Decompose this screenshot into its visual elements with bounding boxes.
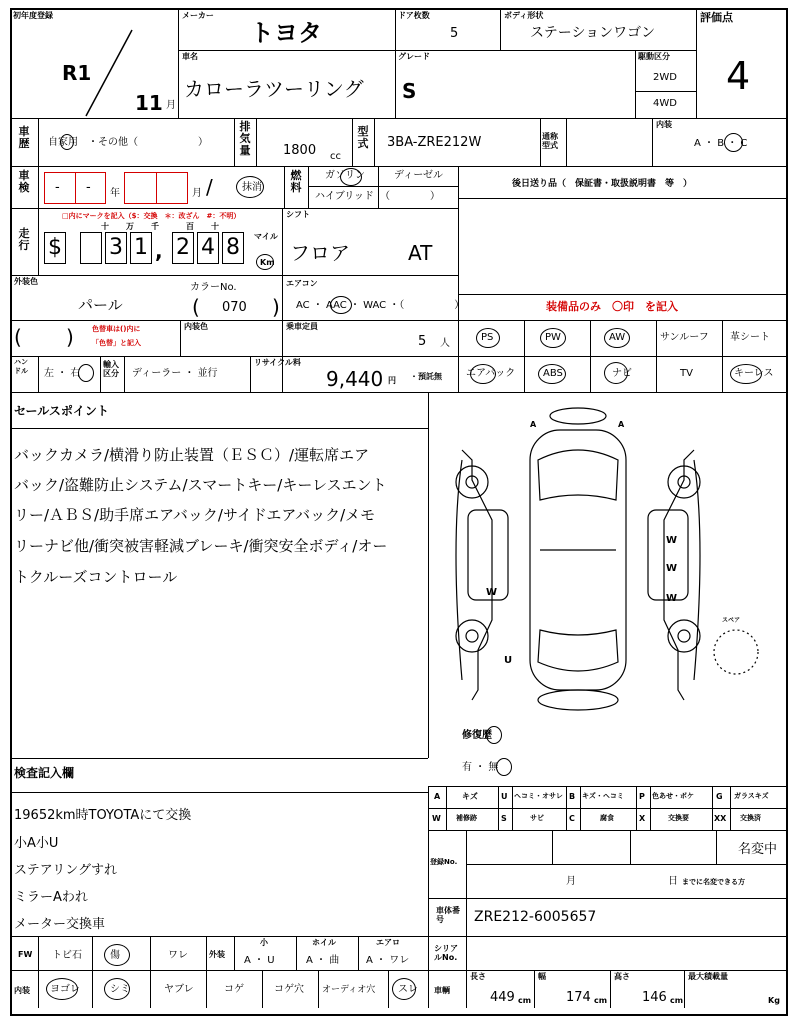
equip-aw-circle [604,328,630,348]
import-value: ディーラー ・ 並行 [132,368,218,379]
serial-label: シリアルNo. [434,944,458,962]
recycle-value: 9,440 [326,367,384,391]
equip-keyless: キーレス [734,368,774,379]
regno-note: までに名変できる方 [682,878,745,886]
docs-label: 後日送り品（ 保証書・取扱説明書 等 ） [512,179,693,189]
drive-2wd: 2WD [653,72,677,83]
length-unit: cm [518,996,532,1005]
diagram-mark-u: U [504,655,513,666]
sales-line-3: リー/ＡＢＳ/助手席エアバック/サイドエアバック/メモ [14,506,376,524]
mileage-digit-2: 3 [105,232,127,264]
int-item-audio-hole: オーディオ穴 [322,985,376,995]
regno-day: 日 [668,876,678,887]
inspection-dash-2: - [86,180,91,195]
color-no: 070 [222,300,247,315]
history-value: 自家用 ・その他（ ） [48,137,208,148]
check-line-1: 19652km時TOYOTAにて交換 [14,808,192,823]
inspection-slash: / [206,175,213,199]
fuel-label: 燃料 [290,169,302,194]
import-label: 輸入区分 [103,360,119,378]
doors: 5 [450,26,459,41]
wheel-label: ホイル [312,938,336,947]
legend-c-code: C [569,814,575,823]
diagram-mark-w4: W [666,593,678,604]
handle-circle [78,364,94,382]
int-item-burn: コゲ [224,984,244,995]
mileage-digit-1 [80,232,102,264]
diagram-mark-a2: A [618,420,625,429]
color-change-paren-open: ( [14,325,22,349]
mileage-digit-4: 2 [172,232,194,264]
equip-pw: PW [545,332,561,343]
capacity-label: 乗車定員 [286,322,318,331]
legend-x-code: X [639,814,646,823]
recycle-deposit: ・預託無 [410,372,442,381]
int-rub-circle [392,978,416,1000]
int-item-burn-hole: コゲ穴 [274,984,304,995]
length-label: 長さ [470,972,486,981]
int-stain-circle [104,978,130,1000]
regno-month: 月 [566,876,576,887]
shift-type: AT [408,241,433,265]
legend-b-code: B [569,792,576,801]
capacity-unit: 人 [440,338,450,349]
sales-label: セールスポイント [14,404,109,418]
equip-abs-circle [538,364,566,384]
repair-value-circle [496,758,512,776]
legend-p-code: P [639,792,645,801]
fw-item-scratch: 傷 [110,950,120,961]
fuel-gasoline: ガソリン [325,170,365,181]
equip-sunroof: サンルーフ [660,332,709,343]
unit-ten-thousand: 万 [126,222,134,231]
score-label: 評価点 [700,11,733,24]
check-line-3: ステアリングすれ [14,863,117,878]
handle-label: ハンドル [14,358,28,375]
equip-navi: ナビ [612,368,632,379]
equipment-title: 装備品のみ 〇印 を記入 [546,300,678,313]
unit-hundred: 百 [186,222,194,231]
mileage-comma: , [155,239,163,263]
handle-value: 左 ・ 右 [44,368,81,379]
displacement-label: 排気量 [239,120,251,157]
load-label: 最大積載量 [688,972,728,981]
legend-xx-text: 交換済 [740,814,761,822]
legend-s-code: S [501,814,507,823]
width-unit: cm [594,996,608,1005]
unit-ten-thousand-ten: 十 [101,222,109,231]
body-label: ボディ形状 [504,11,544,20]
first-reg-era: R1 [62,61,92,85]
legend-g-code: G [716,792,723,801]
fw-item-crack: ワレ [168,950,188,961]
equip-leather: 革シート [730,332,770,343]
regno-name-change: 名変中 [738,842,778,857]
fuel-other: （ ） [380,191,440,202]
aircon-circle [330,296,352,314]
diagram-mark-a1: A [530,420,537,429]
legend-u-code: U [501,792,508,801]
history-circle [60,134,74,150]
interior-color-label: 内装色 [184,322,208,331]
mileage-mark: $ [44,232,66,264]
legend-p-text: 色あせ・ボケ [652,792,694,800]
maker: トヨタ [250,19,322,47]
load-unit: Kg [768,996,780,1005]
doors-label: ドア枚数 [398,11,430,20]
legend-x-text: 交換要 [668,814,689,822]
capacity-value: 5 [418,334,427,349]
interior-grade: A ・ B ・ C [694,138,748,149]
chassis-number: ZRE212-6005657 [474,909,597,925]
wheel-value: A ・ 曲 [306,955,340,966]
legend-a-text: キズ [462,792,478,801]
color-no-paren-open: ( [192,295,200,319]
common-type-label: 通称型式 [542,132,558,150]
color-change-note-2: 「色替」と記入 [92,339,141,347]
check-line-4: ミラーAわれ [14,890,88,905]
fuel-gasoline-circle [340,168,362,186]
equip-aw: AW [609,332,626,343]
displacement: 1800 [283,143,317,158]
sales-line-4: リーナビ他/衝突被害軽減ブレーキ/衝突安全ボディ/オー [14,537,388,555]
fw-item-chip: トビ石 [52,950,82,961]
color-no-paren-close: ) [272,295,280,319]
model-label: 車名 [182,52,198,61]
sales-line-2: バック/盗難防止システム/スマートキー/キーレスエント [14,476,387,494]
color-change-paren-close: ) [66,325,74,349]
inspection-state: 抹消 [242,182,262,193]
int-dirt-circle [46,978,78,1000]
color-label: 外装色 [14,277,38,286]
fuel-hybrid: ハイブリッド [315,191,374,202]
unit-thousand: 千 [151,222,159,231]
mileage-label: 走行 [18,227,30,252]
equip-pw-circle [540,328,566,348]
legend-c-text: 腐食 [600,814,614,822]
type-value: 3BA-ZRE212W [387,135,482,150]
equip-airbag-circle [470,364,496,384]
inspection-month-unit: 月 [192,188,202,199]
diagram-mark-w3: W [486,587,498,598]
aero-label: エアロ [376,938,400,947]
spare-label: スペア [722,617,741,624]
type-label: 型式 [357,125,369,150]
legend-g-text: ガラスキズ [734,792,769,800]
first-reg-label: 初年度登録 [13,11,53,20]
height-value: 146 [642,990,667,1005]
legend-w-code: W [432,814,441,823]
equip-ps: PS [481,332,494,343]
grade-label: グレード [398,52,430,61]
color-no-label: カラーNo. [190,282,237,293]
drive-label: 駆動区分 [638,52,670,61]
color-value: パール [78,296,123,314]
equip-keyless-circle [730,364,762,384]
equip-airbag: エアバック [466,368,516,379]
height-label: 高さ [614,972,630,981]
fw-scratch-circle [104,944,130,966]
interior-grade-circle [724,133,743,152]
inspection-state-circle [236,176,264,198]
mileage-unit-km: Km [260,258,275,267]
equip-abs: ABS [543,368,563,379]
model-name: カローラツーリング [184,77,364,101]
repair-value: 有 ・ 無 [462,762,499,773]
mileage-unit-mile: マイル [254,232,278,241]
size-label: 車輌 [434,986,450,995]
sales-line-5: トクルーズコントロール [14,568,178,586]
first-reg-month-unit: 月 [166,100,176,111]
interior-label: 内装 [656,120,672,129]
legend-s-text: サビ [530,814,544,822]
first-reg-month: 11 [135,91,163,115]
height-unit: cm [670,996,684,1005]
inspection-label: 車検 [18,169,30,194]
repair-label-circle [486,726,502,744]
mileage-digit-6: 8 [222,232,244,264]
inspection-dash-1: - [55,180,60,195]
chassis-label: 車体番号 [436,906,460,924]
grade: S [402,79,417,103]
equip-tv: TV [680,368,693,379]
legend-b-text: キズ・ヘコミ [582,792,624,800]
int-label: 内装 [14,986,30,995]
color-change-note-1: 色替車は()内に [92,325,141,333]
length-value: 449 [490,990,515,1005]
fuel-diesel: ディーゼル [394,170,443,181]
repair-label: 修復歴 [462,730,492,741]
check-label: 検査記入欄 [14,766,75,780]
score: 4 [726,54,751,98]
sales-line-1: バックカメラ/横滑り防止装置（ＥＳＣ）/運転席エア [14,446,370,464]
body-type: ステーションワゴン [530,25,656,41]
legend-a-code: A [434,792,441,801]
diagram-mark-w2: W [666,563,678,574]
aero-value: A ・ ワレ [366,955,410,966]
mileage-digit-5: 4 [197,232,219,264]
legend-w-text: 補修跡 [456,814,477,822]
aircon-value: AC ・ AAC ・ WAC ・（ ） [296,300,465,311]
maker-label: メーカー [182,11,214,20]
car-diagram [432,400,784,722]
unit-ten: 十 [211,222,219,231]
history-label: 車歴 [18,125,30,150]
diagram-mark-w1: W [666,535,678,546]
mileage-note: □内にマークを記入（$：交換 ＊：改ざん #：不明） [62,212,241,220]
displacement-unit: cc [330,151,341,162]
inspection-year-unit: 年 [110,188,120,199]
equip-navi-circle [604,362,628,384]
shift-value: フロア [290,241,350,265]
legend-xx-code: XX [714,814,727,823]
check-line-2: 小A小U [14,836,59,851]
recycle-unit: 円 [388,376,396,385]
int-item-tear: ヤブレ [164,984,194,995]
mileage-digit-3: 1 [130,232,152,264]
int-item-dirt: ヨゴレ [50,984,80,995]
ext-small-value: A ・ U [244,955,275,966]
fw-label: FW [18,950,33,959]
width-label: 幅 [538,972,546,981]
equip-ps-circle [476,328,500,348]
int-item-stain: シミ [110,984,130,995]
first-reg-slash [84,28,134,118]
shift-label: シフト [286,210,310,219]
ext-label: 外装 [209,950,225,959]
ext-small-label: 小 [260,938,268,947]
width-value: 174 [566,990,591,1005]
mileage-km-circle [256,254,274,270]
recycle-label: リサイクル料 [254,358,301,367]
check-line-5: メーター交換車 [14,917,106,932]
int-item-rub: スレ [398,984,418,995]
regno-label: 登録No. [430,858,458,866]
legend-u-text: ヘコミ・オサレ [514,792,563,800]
drive-4wd: 4WD [653,98,677,109]
aircon-label: エアコン [286,279,318,288]
